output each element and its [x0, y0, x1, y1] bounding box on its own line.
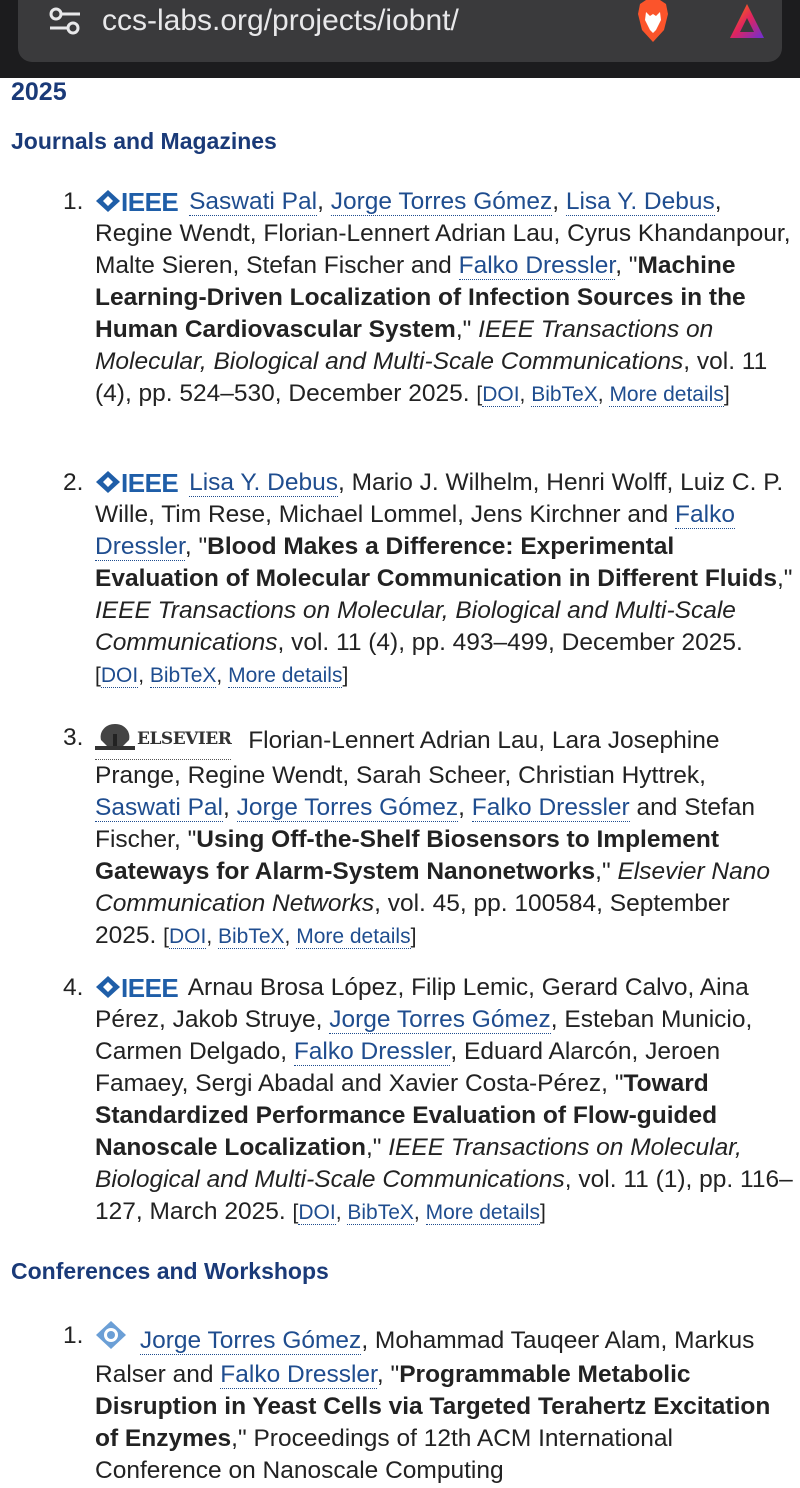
item-number: 1.: [63, 1322, 84, 1349]
publication-details: , vol. 11 (4), pp. 493–499, December 2025.: [277, 629, 743, 656]
author-link[interactable]: Falko Dressler: [220, 1361, 377, 1388]
publication-item: 3. $^{ELSEVIER}$ Florian-Lennert Adrian Lau, Lara Josephine Prange, Regine Wendt, Sarah Scheer, Christian Hyttrek, Saswati Pal, Jorge Torres Gómez, Falko Dressler and Stefan Fischer, "Using Off-the-Shelf Biosensors to Implement Gateways for Alarm-System Nanonetworks," Elsevier Nano Communication Networks, vol. 45, pp. 100584, September 2025. [DOI, BibTeX, More details]: [63, 724, 770, 949]
section-heading-journals: Journals and Magazines: [11, 128, 277, 154]
author-link[interactable]: Jorge Torres Gómez: [330, 188, 553, 215]
publication-item: 2. IEEE Lisa Y. Debus, Mario J. Wilhelm, Henri Wolff, Luiz C. P. Wille, Tim Rese, Michael Lommel, Jens Kirchner and Falko Dressler, "Blood Makes a Difference: Experimental Evaluation of Molecular Communication in Different Fluids," IEEE Transactions on Molecular, Biological and Multi-Scale Communications, vol. 11 (4), pp. 493–499, December 2025. [DOI, BibTeX, More details]: [63, 468, 793, 687]
author-text: Regine Wendt, Florian-Lennert Adrian Lau, Cyrus Khandanpour, Malte Sieren, Stefan Fischer and: [95, 220, 791, 279]
publication-details: , vol. 45, pp. 100584, September 2025.: [95, 890, 730, 949]
section-heading-conferences: Conferences and Workshops: [11, 1258, 329, 1284]
ieee-logo-icon[interactable]: IEEE: [95, 467, 178, 499]
publication-venue: Proceedings of 12th ACM International Conference on Nanoscale Computing: [95, 1425, 673, 1484]
item-number: 4.: [63, 974, 84, 1001]
publication-title: Toward Standardized Performance Evaluation of Flow-guided Nanoscale Localization: [95, 1070, 718, 1161]
publication-title: Blood Makes a Difference: Experimental Evaluation of Molecular Communication in Different Fluids: [95, 533, 777, 592]
author-text: Florian-Lennert Adrian Lau, Lara Josephine Prange, Regine Wendt, Sarah Scheer, Christian Hyttrek,: [95, 727, 720, 789]
author-text: , Eduard Alarcón, Jeroen Famaey, Sergi Abadal and Xavier Costa-Pérez,: [95, 1038, 721, 1097]
author-text: , Mario J. Wilhelm, Henri Wolff, Luiz C. P. Wille, Tim Rese, Michael Lommel, Jens Kirchner and: [95, 469, 784, 528]
more-details-link[interactable]: More details: [296, 925, 411, 948]
publication-details: , vol. 11 (4), pp. 524–530, December 2025.: [95, 348, 768, 407]
publication-item: 1. Jorge Torres Gómez, Mohammad Tauqeer Alam, Markus Ralser and Falko Dressler, "Programmable Metabolic Disruption in Yeast Cells via Targeted Terahertz Excitation of Enzymes," Proceedings of 12th ACM International Conference on Nanoscale Computing: [63, 1322, 771, 1484]
publication-details: , vol. 11 (1), pp. 116–127, March 2025.: [95, 1166, 793, 1225]
author-text: and Stefan Fischer,: [95, 794, 756, 853]
publication-venue: IEEE Transactions on Molecular, Biological and Multi-Scale Communications: [95, 597, 736, 656]
year-heading: 2025: [11, 78, 67, 106]
author-link[interactable]: Saswati Pal: [95, 794, 224, 821]
acm-logo-icon[interactable]: [95, 1320, 127, 1359]
ieee-logo-icon[interactable]: IEEE: [95, 186, 178, 218]
author-link[interactable]: Falko Dressler: [95, 501, 735, 560]
bibtex-link[interactable]: BibTeX: [149, 664, 217, 687]
author-link[interactable]: Falko Dressler: [471, 794, 630, 821]
browser-top-bar: [0, 0, 800, 78]
address-bar[interactable]: [18, 0, 782, 62]
author-text: Arnau Brosa López, Filip Lemic, Gerard Calvo, Aina Pérez, Jakob Struye,: [95, 974, 749, 1033]
bibtex-link[interactable]: BibTeX: [347, 1201, 414, 1224]
author-link[interactable]: Jorge Torres Gómez: [329, 1006, 551, 1033]
brave-rewards-icon[interactable]: [728, 2, 766, 40]
author-link[interactable]: Falko Dressler: [458, 252, 616, 279]
elsevier-logo-icon[interactable]: ELSEVIER: [95, 722, 231, 760]
author-text: , Mohammad Tauqeer Alam, Markus Ralser and: [95, 1327, 755, 1388]
item-number: 1.: [63, 188, 84, 215]
publication-item: 1. IEEE Saswati Pal, Jorge Torres Gómez, Lisa Y. Debus, Regine Wendt, Florian-Lennert Adrian Lau, Cyrus Khandanpour, Malte Sieren, Stefan Fischer and Falko Dressler, "Machine Learning-Driven Localization of Infection Sources in the Human Cardiovascular System," IEEE Transactions on Molecular, Biological and Multi-Scale Communications, vol. 11 (4), pp. 524–530, December 2025. [DOI, BibTeX, More details]: [63, 187, 791, 407]
author-link[interactable]: Lisa Y. Debus: [565, 188, 715, 215]
bibtex-link[interactable]: BibTeX: [217, 925, 285, 948]
author-link[interactable]: Lisa Y. Debus: [189, 469, 338, 496]
author-text: , Esteban Municio, Carmen Delgado,: [95, 1006, 753, 1065]
publication-venue: Elsevier Nano Communication Networks: [95, 858, 770, 917]
doi-link[interactable]: DOI: [298, 1201, 336, 1224]
publication-venue: IEEE Transactions on Molecular, Biological and Multi-Scale Communications: [95, 1134, 742, 1193]
more-details-link[interactable]: More details: [609, 383, 724, 406]
author-link[interactable]: Jorge Torres Gómez: [236, 794, 459, 821]
doi-link[interactable]: DOI: [100, 664, 139, 687]
author-link[interactable]: Jorge Torres Gómez: [139, 1327, 362, 1354]
publication-title: Using Off-the-Shelf Biosensors to Implement Gateways for Alarm-System Nanonetworks: [95, 826, 720, 885]
author-link[interactable]: Falko Dressler: [293, 1038, 451, 1065]
author-link[interactable]: Saswati Pal: [189, 188, 318, 215]
url-text[interactable]: ccs-labs.org/projects/iobnt/: [102, 4, 459, 37]
bibtex-link[interactable]: BibTeX: [531, 383, 598, 406]
item-number: 2.: [63, 469, 84, 496]
brave-lion-icon[interactable]: [636, 0, 670, 44]
more-details-link[interactable]: More details: [425, 1201, 540, 1224]
more-details-link[interactable]: More details: [228, 664, 343, 687]
item-number: 3.: [63, 724, 84, 751]
publication-venue: IEEE Transactions on Molecular, Biological and Multi-Scale Communications: [95, 316, 714, 375]
ieee-logo-icon[interactable]: IEEE: [95, 972, 178, 1004]
publication-title: Programmable Metabolic Disruption in Yeast Cells via Targeted Terahertz Excitation of Enzymes: [95, 1361, 771, 1452]
doi-link[interactable]: DOI: [168, 925, 207, 948]
publication-item: 4. IEEE Arnau Brosa López, Filip Lemic, Gerard Calvo, Aina Pérez, Jakob Struye, Jorge Torres Gómez, Esteban Municio, Carmen Delgado, Falko Dressler, Eduard Alarcón, Jeroen Famaey, Sergi Abadal and Xavier Costa-Pérez, "Toward Standardized Performance Evaluation of Flow-guided Nanoscale Localization," IEEE Transactions on Molecular, Biological and Multi-Scale Communications, vol. 11 (1), pp. 116–127, March 2025. [DOI, BibTeX, More details]: [63, 973, 793, 1225]
publication-title: Machine Learning-Driven Localization of Infection Sources in the Human Cardiovascular System: [95, 252, 746, 343]
tune-icon[interactable]: [48, 6, 82, 36]
doi-link[interactable]: DOI: [482, 383, 520, 406]
